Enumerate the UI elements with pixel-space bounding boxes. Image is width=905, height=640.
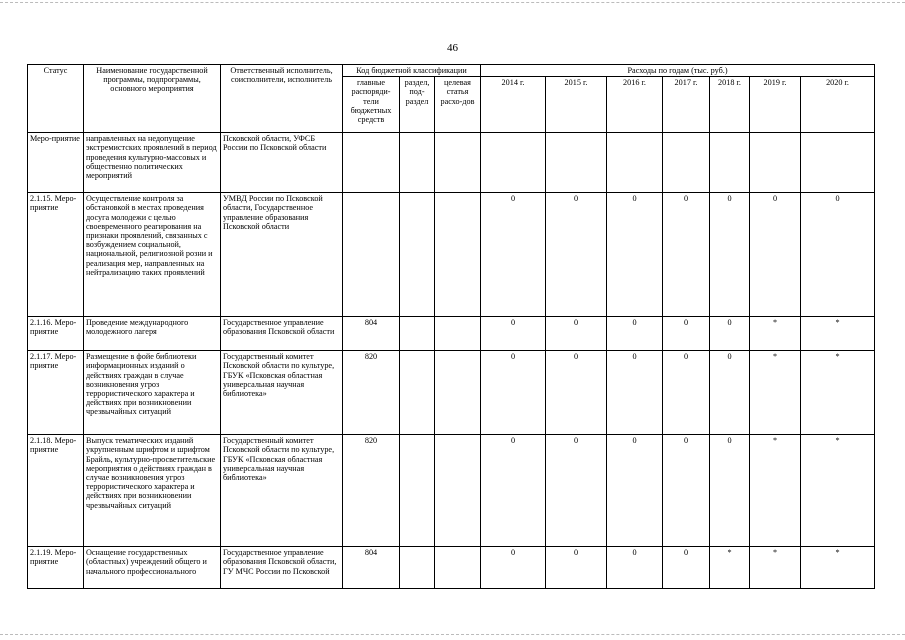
scan-edge-bottom: [0, 634, 905, 635]
row-target: [435, 547, 481, 589]
header-year-2016: 2016 г.: [607, 77, 663, 133]
row-value-2014: 0: [481, 351, 546, 435]
row-responsible: Государственный комитет Псковской области по культуре, ГБУК «Псковская областная универсальная научная библиотека»: [221, 351, 343, 435]
row-section: [400, 193, 435, 317]
row-value-2016: 0: [607, 317, 663, 351]
row-grbs: [343, 193, 400, 317]
row-value-2020: *: [801, 351, 875, 435]
row-value-2016: 0: [607, 547, 663, 589]
row-value-2015: 0: [546, 435, 607, 547]
row-responsible: Государственное управление образования Псковской области: [221, 317, 343, 351]
row-value-2014: 0: [481, 547, 546, 589]
row-value-2017: 0: [663, 193, 710, 317]
table-row: [28, 351, 875, 435]
row-value-2018: 0: [710, 351, 750, 435]
row-responsible: Псковской области, УФСБ России по Псковской области: [221, 133, 343, 193]
row-responsible: УМВД России по Псковской области, Государственное управление образования Псковской области: [221, 193, 343, 317]
table-row: [28, 133, 875, 193]
row-value-2015: [546, 133, 607, 193]
row-value-2020: *: [801, 435, 875, 547]
row-status: Меро-приятие: [28, 133, 84, 193]
row-target: [435, 317, 481, 351]
scan-edge-top: [0, 2, 905, 3]
table-row: [28, 317, 875, 351]
header-expenses: Расходы по годам (тыс. руб.): [481, 65, 875, 77]
header-year-2018: 2018 г.: [710, 77, 750, 133]
row-grbs: 820: [343, 435, 400, 547]
budget-table: [27, 64, 875, 589]
row-section: [400, 133, 435, 193]
row-target: [435, 193, 481, 317]
row-grbs: 820: [343, 351, 400, 435]
row-name: Оснащение государственных (областных) учреждений общего и начального профессионального: [84, 547, 221, 589]
header-year-2014: 2014 г.: [481, 77, 546, 133]
header-section: раздел, под-раздел: [400, 77, 435, 133]
row-value-2020: *: [801, 317, 875, 351]
row-name: Размещение в фойе библиотеки информационных изданий о действиях граждан в случае возникновения угроз террористического характера и действиях при возникновении чрезвычайных ситуаций: [84, 351, 221, 435]
row-section: [400, 317, 435, 351]
row-responsible: Государственное управление образования Псковской области, ГУ МЧС России по Псковской: [221, 547, 343, 589]
row-value-2017: 0: [663, 435, 710, 547]
row-value-2015: 0: [546, 547, 607, 589]
row-name: Проведение международного молодежного лагеря: [84, 317, 221, 351]
row-value-2018: 0: [710, 193, 750, 317]
header-year-2017: 2017 г.: [663, 77, 710, 133]
page-number: 46: [447, 42, 458, 54]
row-value-2018: *: [710, 547, 750, 589]
table-row: [28, 193, 875, 317]
row-value-2017: [663, 133, 710, 193]
row-target: [435, 435, 481, 547]
row-value-2017: 0: [663, 547, 710, 589]
row-section: [400, 435, 435, 547]
row-responsible: Государственный комитет Псковской области по культуре, ГБУК «Псковская областная универсальная научная библиотека»: [221, 435, 343, 547]
row-value-2018: 0: [710, 435, 750, 547]
row-grbs: [343, 133, 400, 193]
row-value-2018: [710, 133, 750, 193]
header-responsible: Ответственный исполнитель, соисполнители, исполнитель: [221, 65, 343, 133]
row-value-2015: 0: [546, 351, 607, 435]
row-name: направленных на недопущение экстремистских проявлений в период проведения культурно-массовых и общественно политических мероприятий: [84, 133, 221, 193]
row-value-2020: 0: [801, 193, 875, 317]
header-name: Наименование государственной программы, подпрограммы, основного мероприятия: [84, 65, 221, 133]
row-value-2019: *: [750, 547, 801, 589]
table-row: [28, 547, 875, 589]
row-value-2016: 0: [607, 193, 663, 317]
row-value-2017: 0: [663, 317, 710, 351]
header-year-2015: 2015 г.: [546, 77, 607, 133]
row-value-2014: 0: [481, 435, 546, 547]
row-status: 2.1.19. Меро-приятие: [28, 547, 84, 589]
row-value-2018: 0: [710, 317, 750, 351]
row-section: [400, 547, 435, 589]
row-value-2016: 0: [607, 435, 663, 547]
table-row: [28, 435, 875, 547]
row-value-2017: 0: [663, 351, 710, 435]
row-value-2019: [750, 133, 801, 193]
row-value-2015: 0: [546, 317, 607, 351]
row-name: Осуществление контроля за обстановкой в местах проведения досуга молодежи с целью своевременного реагирования на признаки проявлений, связанных с возбуждением социальной, национальной, религиозной розни и реализация мер, направленных на нейтрализацию таких проявлений: [84, 193, 221, 317]
row-value-2014: [481, 133, 546, 193]
row-target: [435, 351, 481, 435]
row-grbs: 804: [343, 547, 400, 589]
row-value-2014: 0: [481, 317, 546, 351]
header-status: Статус: [28, 65, 84, 133]
row-value-2019: *: [750, 351, 801, 435]
row-status: 2.1.17. Меро-приятие: [28, 351, 84, 435]
row-target: [435, 133, 481, 193]
row-status: 2.1.15. Меро-приятие: [28, 193, 84, 317]
row-value-2019: 0: [750, 193, 801, 317]
row-value-2016: 0: [607, 351, 663, 435]
row-status: 2.1.16. Меро-приятие: [28, 317, 84, 351]
header-grbs: главные распоряди-тели бюджетных средств: [343, 77, 400, 133]
header-target: целевая статья расхо-дов: [435, 77, 481, 133]
row-value-2020: *: [801, 547, 875, 589]
row-value-2020: [801, 133, 875, 193]
row-value-2016: [607, 133, 663, 193]
row-value-2019: *: [750, 435, 801, 547]
row-section: [400, 351, 435, 435]
row-value-2014: 0: [481, 193, 546, 317]
header-year-2019: 2019 г.: [750, 77, 801, 133]
row-value-2019: *: [750, 317, 801, 351]
row-status: 2.1.18. Меро-приятие: [28, 435, 84, 547]
row-name: Выпуск тематических изданий укрупненным шрифтом и шрифтом Брайль, культурно-просветительские мероприятия о действиях граждан в случае возникновения угроз террористического характера и действиях при возникновении чрезвычайных ситуаций: [84, 435, 221, 547]
row-grbs: 804: [343, 317, 400, 351]
row-value-2015: 0: [546, 193, 607, 317]
header-year-2020: 2020 г.: [801, 77, 875, 133]
header-budget-code: Код бюджетной классификации: [343, 65, 481, 77]
